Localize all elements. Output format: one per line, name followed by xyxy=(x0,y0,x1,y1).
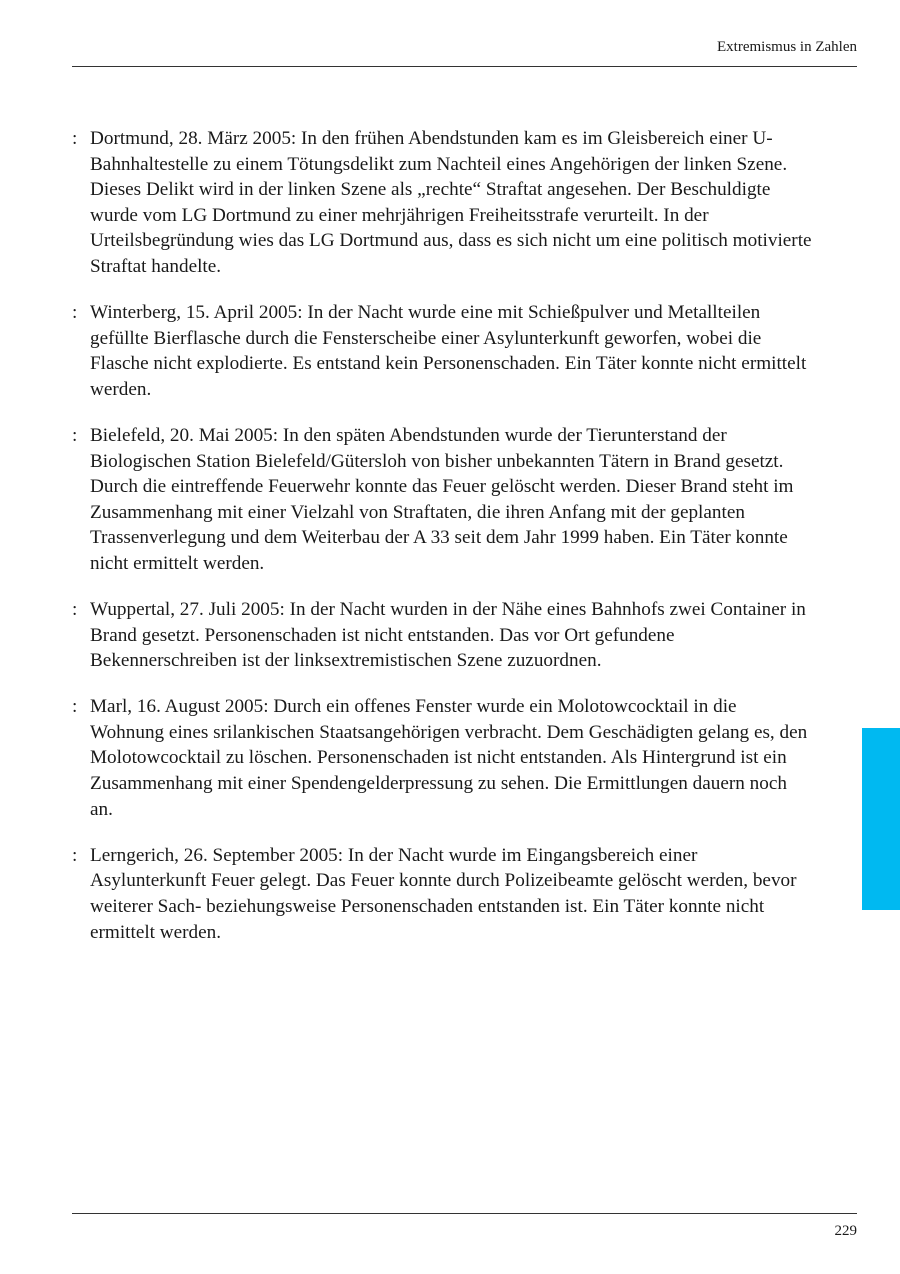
list-bullet: : xyxy=(72,844,78,866)
entry-text: Dortmund, 28. März 2005: In den frühen Abendstunden kam es im Gleisbereich einer U-Bahnhaltestelle zu einem Tötungsdelikt zum Nachteil eines Angehörigen der linken Szene. Dieses Delikt wird in der linken Szene als „rechte“ Straftat angesehen. Der Beschuldigte wurde vom LG Dortmund zu einer mehrjährigen Freiheitsstrafe verurteilt. In der Urteilsbegründung wies das LG Dortmund aus, dass es sich nicht um eine politisch motivierte Straftat handelte. xyxy=(90,128,812,277)
list-bullet: : xyxy=(72,302,78,324)
running-header: Extremismus in Zahlen xyxy=(717,39,857,55)
list-item xyxy=(72,423,812,577)
list-item xyxy=(72,126,812,280)
list-item xyxy=(72,843,812,945)
chapter-thumb-tab xyxy=(862,728,900,910)
entry-text: Bielefeld, 20. Mai 2005: In den späten Abendstunden wurde der Tierunterstand der Biologischen Station Bielefeld/Gütersloh von bisher unbekannten Tätern in Brand gesetzt. Durch die eintreffende Feuerwehr konnte das Feuer gelöscht werden. Dieser Brand steht im Zusammenhang mit einer Vielzahl von Straftaten, die ihren Anfang mit der geplanten Trassenverlegung und dem Weiterbau der A 33 seit dem Jahr 1999 haben. Ein Täter konnte nicht ermittelt werden. xyxy=(90,424,794,574)
incident-list xyxy=(72,126,812,966)
list-item xyxy=(72,694,812,822)
page-number: 229 xyxy=(834,1223,857,1239)
list-bullet: : xyxy=(72,696,78,718)
list-item xyxy=(72,597,812,674)
entry-text: Lerngerich, 26. September 2005: In der Nacht wurde im Eingangsbereich einer Asylunterkunft Feuer gelegt. Das Feuer konnte durch Polizeibeamte gelöscht werden, bevor weiterer Sach- beziehungsweise Personenschaden entstanden ist. Ein Täter konnte nicht ermittelt werden. xyxy=(90,844,797,943)
list-bullet: : xyxy=(72,128,78,149)
entry-text: Wuppertal, 27. Juli 2005: In der Nacht wurden in der Nähe eines Bahnhofs zwei Container in Brand gesetzt. Personenschaden ist nicht entstanden. Das vor Ort gefundene Bekennerschreiben ist der linksextremistischen Szene zuzuordnen. xyxy=(90,599,806,672)
list-bullet: : xyxy=(72,424,78,446)
entry-text: Winterberg, 15. April 2005: In der Nacht wurde eine mit Schießpulver und Metallteilen gefüllte Bierflasche durch die Fensterscheibe einer Asylunterkunft geworfen, wobei die Flasche nicht explodierte. Es entstand kein Personenschaden. Ein Täter konnte nicht ermittelt werden. xyxy=(90,302,807,400)
footer-rule xyxy=(72,1213,857,1214)
entry-text: Marl, 16. August 2005: Durch ein offenes Fenster wurde ein Molotowcocktail in die Wohnung eines srilankischen Staatsangehörigen verbracht. Dem Geschädigten gelang es, den Molotowcocktail zu löschen. Personenschaden ist nicht entstanden. Als Hintergrund ist ein Zusammenhang mit einer Spendengelderpressung zu sehen. Die Ermittlungen dauern noch an. xyxy=(90,696,808,820)
header-rule xyxy=(72,66,857,67)
list-item xyxy=(72,300,812,402)
list-bullet: : xyxy=(72,599,78,620)
